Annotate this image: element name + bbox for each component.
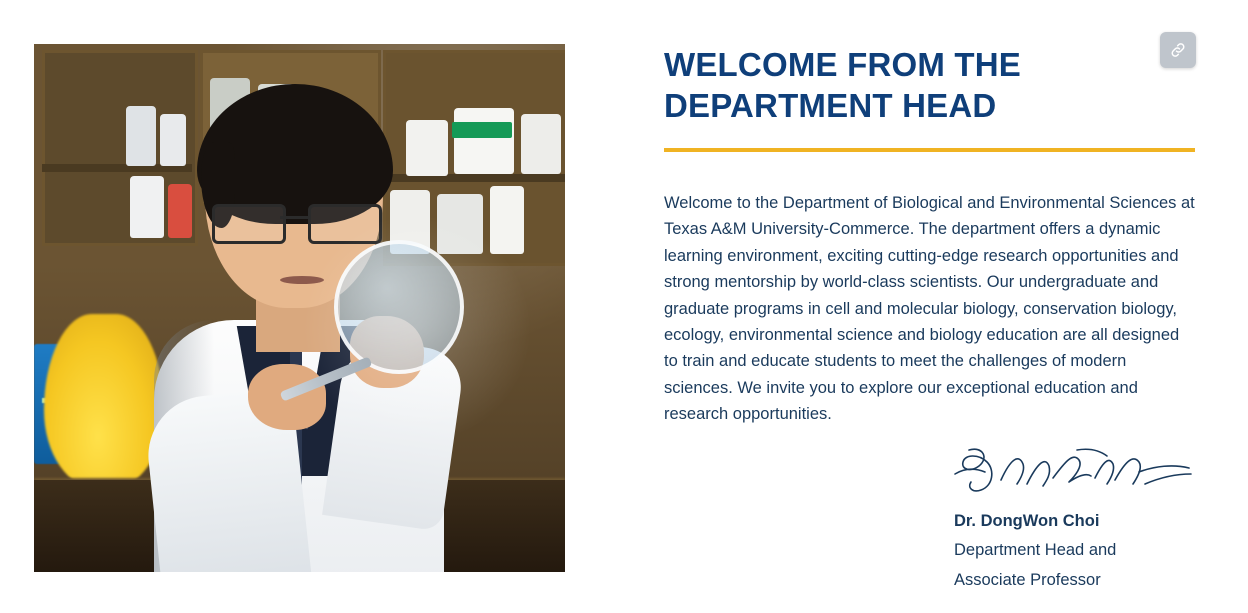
reagent-bottle: [130, 176, 164, 238]
reagent-bottle-label: [452, 122, 512, 138]
reagent-bottle: [437, 194, 483, 254]
department-head-photo: [34, 44, 565, 572]
mouth: [280, 276, 324, 284]
eyeglasses-icon: [212, 204, 378, 238]
signature-icon: [949, 444, 1195, 500]
page-title: WELCOME FROM THE DEPARTMENT HEAD: [664, 46, 1021, 124]
petri-dish: [334, 240, 464, 374]
reagent-bottle: [521, 114, 561, 174]
signature-role-line-2: Associate Professor: [954, 571, 1101, 590]
lens-right: [308, 204, 382, 244]
signature-block: [664, 444, 1195, 594]
welcome-paragraph: Welcome to the Department of Biological and Environmental Sciences at Texas A&M University-Commerce. The department offers a dynamic learning environment, exciting cutting-edge research opportunities and strong mentorship by world-class scientists. Our undergraduate and graduate programs in cell and molecular biology, conservation biology, ecology, environmental science and biology education are all designed to train and educate students to meet the challenges of modern sciences. We invite you to explore our exceptional education and research opportunities.: [664, 194, 1195, 424]
signature-name: Dr. DongWon Choi: [954, 512, 1100, 531]
lens-left: [212, 204, 286, 244]
share-link-button[interactable]: [1160, 32, 1196, 68]
reagent-bottle: [406, 120, 448, 176]
reagent-bottle: [168, 184, 192, 238]
yellow-flask: [44, 314, 164, 489]
reagent-bottle: [126, 106, 156, 166]
reagent-bottle: [490, 186, 524, 254]
photo-canvas: [34, 44, 565, 572]
welcome-content: [664, 44, 1196, 594]
glasses-bridge: [280, 216, 308, 219]
reagent-bottle: [160, 114, 186, 166]
signature-role-line-1: Department Head and: [954, 541, 1117, 560]
gold-divider: [664, 148, 1195, 152]
link-icon: [1169, 41, 1187, 59]
reagent-bottle: [454, 108, 514, 174]
